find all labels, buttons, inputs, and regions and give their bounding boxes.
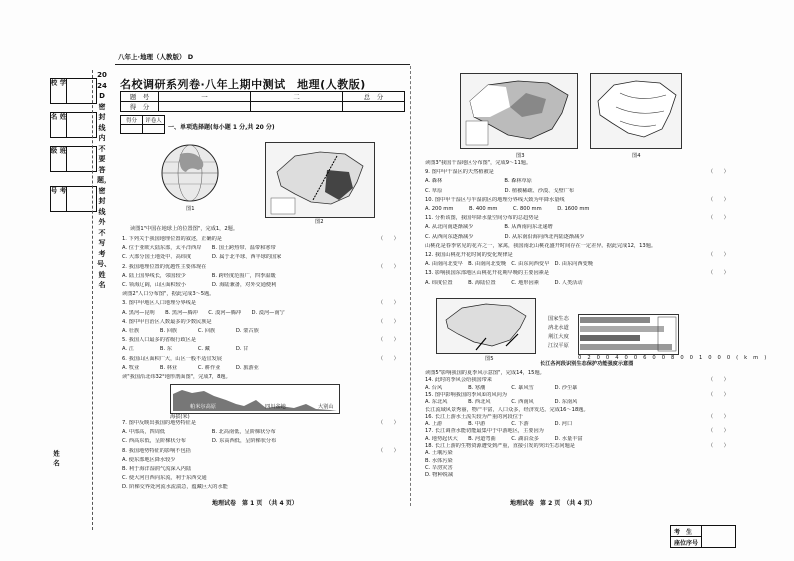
question-line: A. 牧业 B. 林业 C. 耕作业 D. 旅游业 — [122, 364, 259, 371]
header-rule — [115, 64, 410, 65]
seat-number-box — [670, 525, 736, 548]
question-line: 读图3"我国干湿地区分布图"，完成9～11题。 — [425, 160, 532, 166]
exam-title: 名校调研系列卷·八年上期中测试 地理(人教版) — [120, 78, 366, 91]
answer-bracket[interactable]: （ ） — [378, 263, 399, 270]
question-line: B. 水体污染 — [425, 457, 453, 464]
question-line: A. 黑河—昆明 B. 黑河—腾冲 C. 漠河—腾冲 D. 漠河—南宁 — [122, 309, 285, 316]
fig6-axis-tick: 1000(km) — [698, 355, 773, 361]
question-line: C. 从西向东逐渐减少 D. 从东南沿海向西北内陆逐渐减少 — [425, 233, 585, 240]
figure-5-monsoon-map — [436, 298, 536, 354]
question-line: A. 台风 B. 寒潮 C. 暴风雪 D. 沙尘暴 — [425, 384, 578, 391]
question-line: A. 使东部地区降水较少 — [122, 456, 176, 463]
figure-4-map — [590, 73, 682, 149]
fig6-row-label: 荆江大度 — [548, 334, 569, 340]
score-cell[interactable] — [159, 102, 251, 112]
answer-bracket[interactable]: （ ） — [708, 215, 729, 222]
question-line: 13. 影响我国东部地区山桃花开花期早晚的主要因素是 — [425, 270, 550, 277]
grader-score-label: 得分 — [121, 116, 143, 125]
fig6-axis-tick: 0 — [578, 355, 588, 361]
answer-bracket[interactable]: （ ） — [378, 337, 399, 344]
score-row-label: 得 分 — [121, 102, 159, 112]
figure-5-label: 图5 — [485, 356, 494, 362]
seat-label-1: 考 生 — [671, 526, 702, 537]
question-line: 1. 下列关于我国地理位置的叙述，正确的是 — [122, 236, 222, 242]
question-line: 读图5"影响我国的夏季风示意图"，完成14，15题。 — [425, 370, 545, 376]
name-field[interactable] — [50, 112, 97, 138]
score-header-cell: 题 号 — [121, 92, 159, 102]
question-line: D. 阶梯交界处河流水流湍急，蕴藏巨大的水能 — [122, 484, 228, 491]
question-line: C. 领海辽阔，山区面积较小 D. 海陆兼备，对外交通便利 — [122, 282, 277, 288]
binding-name-vertical: 姓名 — [52, 450, 60, 469]
answer-bracket[interactable]: （ ） — [708, 252, 729, 258]
question-line: A. 由南向北变早 B. 由南向北变晚 C. 由东向西变早 D. 由东向西变晚 — [425, 261, 593, 268]
answer-bracket[interactable]: （ ） — [708, 377, 729, 384]
question-line: 6. 我国山区面积广大，山区一般不适宜发展 — [122, 355, 222, 362]
seat-label-2: 座位序号 — [671, 537, 702, 548]
question-line: A. 壮族 B. 回族 C. 回族 D. 蒙古族 — [122, 328, 259, 334]
grader-name-cell[interactable] — [143, 125, 165, 134]
answer-bracket[interactable]: （ ） — [708, 428, 729, 435]
question-line: A. 200 mm B. 400 mm C. 800 mm D. 1600 mm — [425, 206, 590, 212]
question-line: A. 森林 B. 森林草原 — [425, 178, 532, 185]
profile-label-sichuan: 四川盆地 — [265, 404, 286, 410]
class-label: 班 级 — [51, 147, 67, 171]
figure-1-globe — [150, 140, 230, 208]
fig6-axis-tick: 200 — [587, 355, 616, 361]
school-label: 学 校 — [51, 79, 67, 103]
question-line: A. 位于亚欧大陆东部，太平洋西岸 B. 国土跨热带、温带和寒带 — [122, 245, 276, 252]
answer-bracket[interactable]: （ ） — [708, 391, 729, 398]
question-line: 18. 长江上游的生物资源遭受到严重，直接引发的突出生态问题是 — [425, 443, 575, 449]
score-cell[interactable] — [343, 102, 405, 112]
fig6-row-label: 江汉平原 — [548, 343, 569, 349]
class-field[interactable] — [50, 146, 97, 172]
page-divider — [410, 66, 411, 506]
question-line: C. 草原 D. 植被稀疏、沙漠、戈壁广布 — [425, 187, 575, 194]
answer-bracket[interactable]: （ ） — [378, 447, 399, 454]
question-line: C. 旱涝灾害 — [425, 464, 453, 471]
exam-number-field[interactable] — [50, 186, 97, 212]
answer-bracket[interactable]: （ ） — [708, 443, 729, 449]
figure-6-caption: 长江各河段识别生态保护功能强度示意图 — [540, 361, 634, 367]
answer-bracket[interactable]: （ ） — [708, 413, 729, 420]
score-header-cell: 二 — [251, 92, 343, 102]
answer-bracket[interactable]: （ ） — [378, 318, 399, 325]
question-line: 山桃花是春季常见的花卉之一，家禽，我国南北山桃花盛开时间存在一定差异。据此完成12，13题。 — [425, 242, 657, 249]
answer-bracket[interactable]: （ ） — [378, 355, 399, 362]
question-line: 17. 长江调查水能切能最集中于中游地区，主要因为 — [425, 428, 544, 435]
question-line: C. 西高东低，呈阶梯状分布 D. 东高西低，呈阶梯状分布 — [122, 438, 277, 445]
score-cell[interactable] — [251, 102, 343, 112]
answer-bracket[interactable]: （ ） — [708, 169, 729, 176]
figure-4-label: 图4 — [632, 153, 641, 159]
answer-bracket[interactable]: （ ） — [378, 236, 399, 242]
score-header-cell: 总 分 — [343, 92, 405, 102]
figure-3-label: 图3 — [516, 153, 525, 159]
section-title: 一、单项选择题(每小题 1 分,共 20 分) — [168, 124, 275, 131]
profile-label-pamir: 帕米尔高原 — [190, 404, 216, 410]
profile-label-dabie: 大别山 — [318, 404, 334, 410]
seal-line — [92, 70, 93, 530]
seal-line-notice: 2024D密封线内不要答题，密封线外不写考号、姓名 — [97, 71, 111, 289]
answer-bracket[interactable]: （ ） — [708, 270, 729, 277]
grader-score-cell[interactable] — [121, 125, 143, 134]
question-line: A. 江 B. 东 C. 藏 D. 甘 — [122, 346, 249, 353]
question-line: 7. 图中反映出我国的地势特征是 — [122, 420, 197, 426]
figure-2-map — [265, 142, 375, 218]
question-line: 8. 我国地势特征的影响不包括 — [122, 447, 191, 454]
paper-header: 八年上·地理（人教版） D — [118, 53, 194, 61]
figure-3-map — [460, 73, 578, 149]
grader-table — [120, 115, 165, 134]
question-line: 9. 图中甲干湿区的天然植被是 — [425, 169, 494, 176]
figure-1-label: 图1 — [186, 206, 195, 212]
page-1-footer: 地理试卷 第 1 页 （共 4 页） — [212, 500, 298, 507]
question-line: 5. 我国人口最多的省级行政区是 — [122, 337, 197, 344]
question-line: 读图2"人口分布图"，据此完成3～5题。 — [122, 291, 215, 298]
exam-number-label: 考 号 — [51, 187, 67, 211]
score-table — [120, 91, 405, 112]
question-line: A. 陆上国界线长，邻国较少 B. 跨经度范围广，四季温暖 — [122, 272, 276, 279]
answer-bracket[interactable]: （ ） — [378, 300, 399, 307]
question-line: D. 物种锐减 — [425, 472, 454, 479]
question-line: C. 使大河自西向东流，利于东西交通 — [122, 475, 207, 482]
answer-bracket[interactable]: （ ） — [378, 420, 399, 426]
profile-y-unit: 海拔(米) — [170, 414, 190, 420]
question-line: 2. 我国地理位置的优越性主要体现在 — [122, 263, 207, 270]
grader-label: 评卷人 — [143, 116, 165, 125]
question-line: A. 东北风 B. 西北风 C. 西南风 D. 东南风 — [425, 399, 578, 406]
figure-1-instruction: 读图1"中国在地球上的位置图"，完成1，2题。 — [130, 226, 239, 232]
question-line: 16. 长江上游水土流失较为严重的河段位于 — [425, 413, 524, 420]
question-line: 长江流域风景秀丽，物产丰富，人口众多，经济发达。完成16～18题。 — [425, 406, 589, 413]
question-line: 3. 图中甲地区人口地理分界线是 — [122, 300, 197, 307]
question-line: C. 大部分国土地处中、高纬度 D. 属于北半球、西半球的国家 — [122, 254, 282, 261]
question-line: 12. 我国山桃花开花时间的变化规律是 — [425, 252, 513, 258]
name-label: 姓 名 — [51, 113, 67, 137]
page-2-footer: 地理试卷 第 2 页 （共 4 页） — [510, 500, 596, 507]
question-line: B. 利于海洋湿润气流深入内陆 — [122, 466, 192, 472]
question-line: A. 纬度位置 B. 海陆位置 C. 地形因素 D. 人类活动 — [425, 279, 583, 286]
fig6-row-label: 汭北水道 — [548, 325, 569, 331]
question-line: 14. 此时的季风会给我国带来 — [425, 377, 492, 384]
score-header-cell: 一 — [159, 92, 251, 102]
seat-number-cell[interactable] — [702, 526, 736, 548]
question-line: A. 从北向南逐渐减少 B. 从西南向东北递增 — [425, 224, 553, 231]
question-line: 11. 分析该图，我国年降水量空间分布的总趋势是 — [425, 215, 539, 222]
fig6-row-label: 国家生态 — [548, 316, 569, 322]
question-line: A. 地势起伏大 B. 河道弯曲 C. 湖泊众多 D. 水量丰富 — [425, 435, 583, 442]
question-line: 15. 图中影响我国的季风①的风向为 — [425, 391, 507, 398]
figure-2-label: 图2 — [315, 219, 324, 225]
fig6-axis-tick: 600 — [643, 355, 672, 361]
school-field[interactable] — [50, 78, 97, 104]
question-line: A. 土壤污染 — [425, 450, 453, 457]
fig6-axis-tick: 800 — [671, 355, 699, 361]
question-line: A. 上游 B. 中游 C. 下游 D. 河口 — [425, 421, 573, 428]
question-line: 10. 图中甲干湿区与半湿润区的地理分界线大致为年降水量线 — [425, 196, 565, 203]
question-line: A. 中部高，四周低 B. 北高南低，呈阶梯状分布 — [122, 429, 276, 436]
question-line: 4. 图中甲自治区人数最多的少数民族是 — [122, 318, 212, 325]
fig6-axis-tick: 400 — [615, 355, 644, 361]
answer-bracket[interactable]: （ ） — [708, 196, 729, 203]
question-line: 读"我国沿北纬32°地形剖面图"，完成7，8题。 — [122, 374, 231, 380]
